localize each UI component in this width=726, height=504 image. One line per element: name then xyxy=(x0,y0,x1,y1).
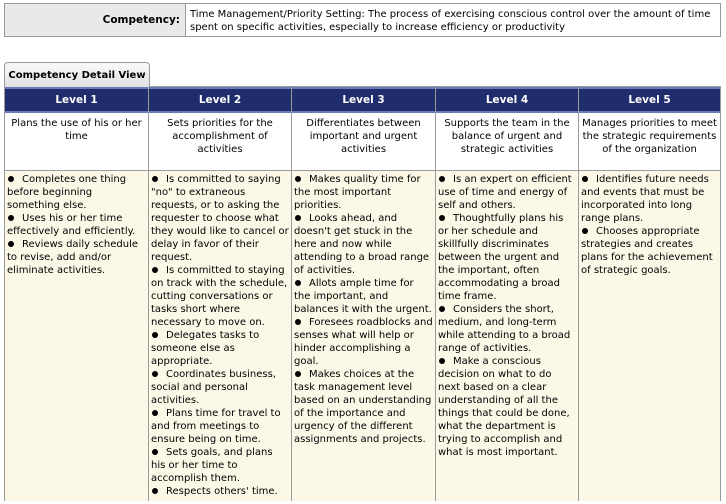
bullet-text: Foresees roadblocks and senses what will help or hinder accomplishing a goal. xyxy=(294,317,433,367)
bullet-text: Uses his or her time effectively and efficiently. xyxy=(7,213,136,237)
level-details-3 xyxy=(292,171,435,501)
competency-header xyxy=(4,3,721,37)
bullet-text: Is committed to saying "no" to extraneous requests, or to asking the requester to choose what they would like to cancel or delay in favor of their request. xyxy=(151,174,289,263)
bullet-item xyxy=(151,407,289,446)
bullet-dot-icon xyxy=(582,176,588,182)
competency-description: Time Management/Priority Setting: The process of exercising conscious control over the amount of time spent on specific activities, especially to increase efficiency or productivity xyxy=(190,9,711,33)
level-summary-2: Sets priorities for the accomplishment of activities xyxy=(149,113,291,171)
bullet-dot-icon xyxy=(152,449,158,455)
level-summary-4: Supports the team in the balance of urgent and strategic activities xyxy=(436,113,578,171)
bullet-dot-icon xyxy=(152,267,158,273)
level-column-5 xyxy=(578,87,720,501)
bullet-item xyxy=(7,212,146,238)
level-column-4 xyxy=(435,87,578,501)
bullet-text: Plans time for travel to and from meetings to ensure being on time. xyxy=(151,408,281,445)
level-header-3: Level 3 xyxy=(292,87,435,113)
level-details-1 xyxy=(5,171,148,501)
bullet-item xyxy=(294,212,433,277)
bullet-dot-icon xyxy=(439,358,445,364)
bullet-item xyxy=(581,173,718,225)
bullet-dot-icon xyxy=(8,241,14,247)
level-summary-3: Differentiates between important and urgent activities xyxy=(292,113,435,171)
bullet-item xyxy=(7,238,146,277)
level-header-5: Level 5 xyxy=(579,87,720,113)
bullet-item xyxy=(294,368,433,446)
bullet-item xyxy=(151,368,289,407)
bullet-item xyxy=(438,212,576,303)
bullet-dot-icon xyxy=(439,176,445,182)
bullet-dot-icon xyxy=(152,332,158,338)
level-header-1: Level 1 xyxy=(5,87,148,113)
bullet-text: Is committed to staying on track with the schedule, cutting conversations or tasks short where necessary to move on. xyxy=(151,265,288,328)
level-summary-5: Manages priorities to meet the strategic requirements of the organization xyxy=(579,113,720,171)
bullet-item xyxy=(438,303,576,355)
bullet-item xyxy=(151,329,289,368)
bullet-item xyxy=(294,173,433,212)
bullet-text: Completes one thing before beginning something else. xyxy=(7,174,127,211)
level-details-4 xyxy=(436,171,578,501)
bullet-text: Coordinates business, social and personal activities. xyxy=(151,369,276,406)
bullet-text: Allots ample time for the important, and balances it with the urgent. xyxy=(294,278,432,315)
bullet-dot-icon xyxy=(439,215,445,221)
bullet-dot-icon xyxy=(295,215,301,221)
bullet-text: Reviews daily schedule to revise, add and/or eliminate activities. xyxy=(7,239,139,276)
bullet-dot-icon xyxy=(582,228,588,234)
bullet-item xyxy=(151,173,289,264)
bullet-text: Thoughtfully plans his or her schedule and skillfully discriminates between the urgent and the important, often accommodating a broad time frame. xyxy=(438,213,564,302)
bullet-dot-icon xyxy=(152,488,158,494)
bullet-item xyxy=(294,316,433,368)
bullet-dot-icon xyxy=(8,176,14,182)
bullet-dot-icon xyxy=(8,215,14,221)
bullet-text: Identifies future needs and events that must be incorporated into long range plans. xyxy=(581,174,709,224)
bullet-text: Delegates tasks to someone else as appropriate. xyxy=(151,330,260,367)
bullet-text: Chooses appropriate strategies and creates plans for the achievement of strategic goals. xyxy=(581,226,713,276)
tab-competency-detail-view[interactable]: Competency Detail View xyxy=(4,62,150,87)
level-details-5 xyxy=(579,171,720,501)
level-column-2 xyxy=(148,87,291,501)
bullet-dot-icon xyxy=(439,306,445,312)
bullet-dot-icon xyxy=(295,176,301,182)
bullet-item xyxy=(151,446,289,485)
bullet-text: Considers the short, medium, and long-term while attending to a broad range of activities. xyxy=(438,304,571,354)
bullet-item xyxy=(151,264,289,329)
bullet-text: Respects others' time. xyxy=(166,486,278,497)
bullet-item xyxy=(438,355,576,459)
bullet-item xyxy=(7,173,146,212)
bullet-item xyxy=(438,173,576,212)
bullet-item xyxy=(581,225,718,277)
bullet-dot-icon xyxy=(152,176,158,182)
level-header-4: Level 4 xyxy=(436,87,578,113)
bullet-text: Makes quality time for the most important priorities. xyxy=(294,174,421,211)
bullet-dot-icon xyxy=(152,371,158,377)
competency-label: Competency: xyxy=(5,4,186,36)
level-column-1 xyxy=(5,87,148,501)
bullet-text: Make a conscious decision on what to do next based on a clear understanding of all the things that could be done, what the department is trying to accomplish and what is most important. xyxy=(438,356,570,458)
bullet-dot-icon xyxy=(295,319,301,325)
level-summary-1: Plans the use of his or her time xyxy=(5,113,148,171)
bullet-text: Looks ahead, and doesn't get stuck in the here and now while attending to a broad range of activities. xyxy=(294,213,430,276)
level-column-3 xyxy=(291,87,435,501)
bullet-dot-icon xyxy=(295,371,301,377)
bullet-text: Makes choices at the task management level based on an understanding of the importance and urgency of the different assignments and projects. xyxy=(294,369,432,445)
bullet-dot-icon xyxy=(295,280,301,286)
bullet-item xyxy=(294,277,433,316)
bullet-text: Sets goals, and plans his or her time to accomplish them. xyxy=(151,447,273,484)
level-header-2: Level 2 xyxy=(149,87,291,113)
bullet-item xyxy=(151,485,289,498)
level-details-2 xyxy=(149,171,291,501)
level-grid xyxy=(4,87,721,501)
bullet-text: Is an expert on efficient use of time and energy of self and others. xyxy=(438,174,572,211)
bullet-dot-icon xyxy=(152,410,158,416)
